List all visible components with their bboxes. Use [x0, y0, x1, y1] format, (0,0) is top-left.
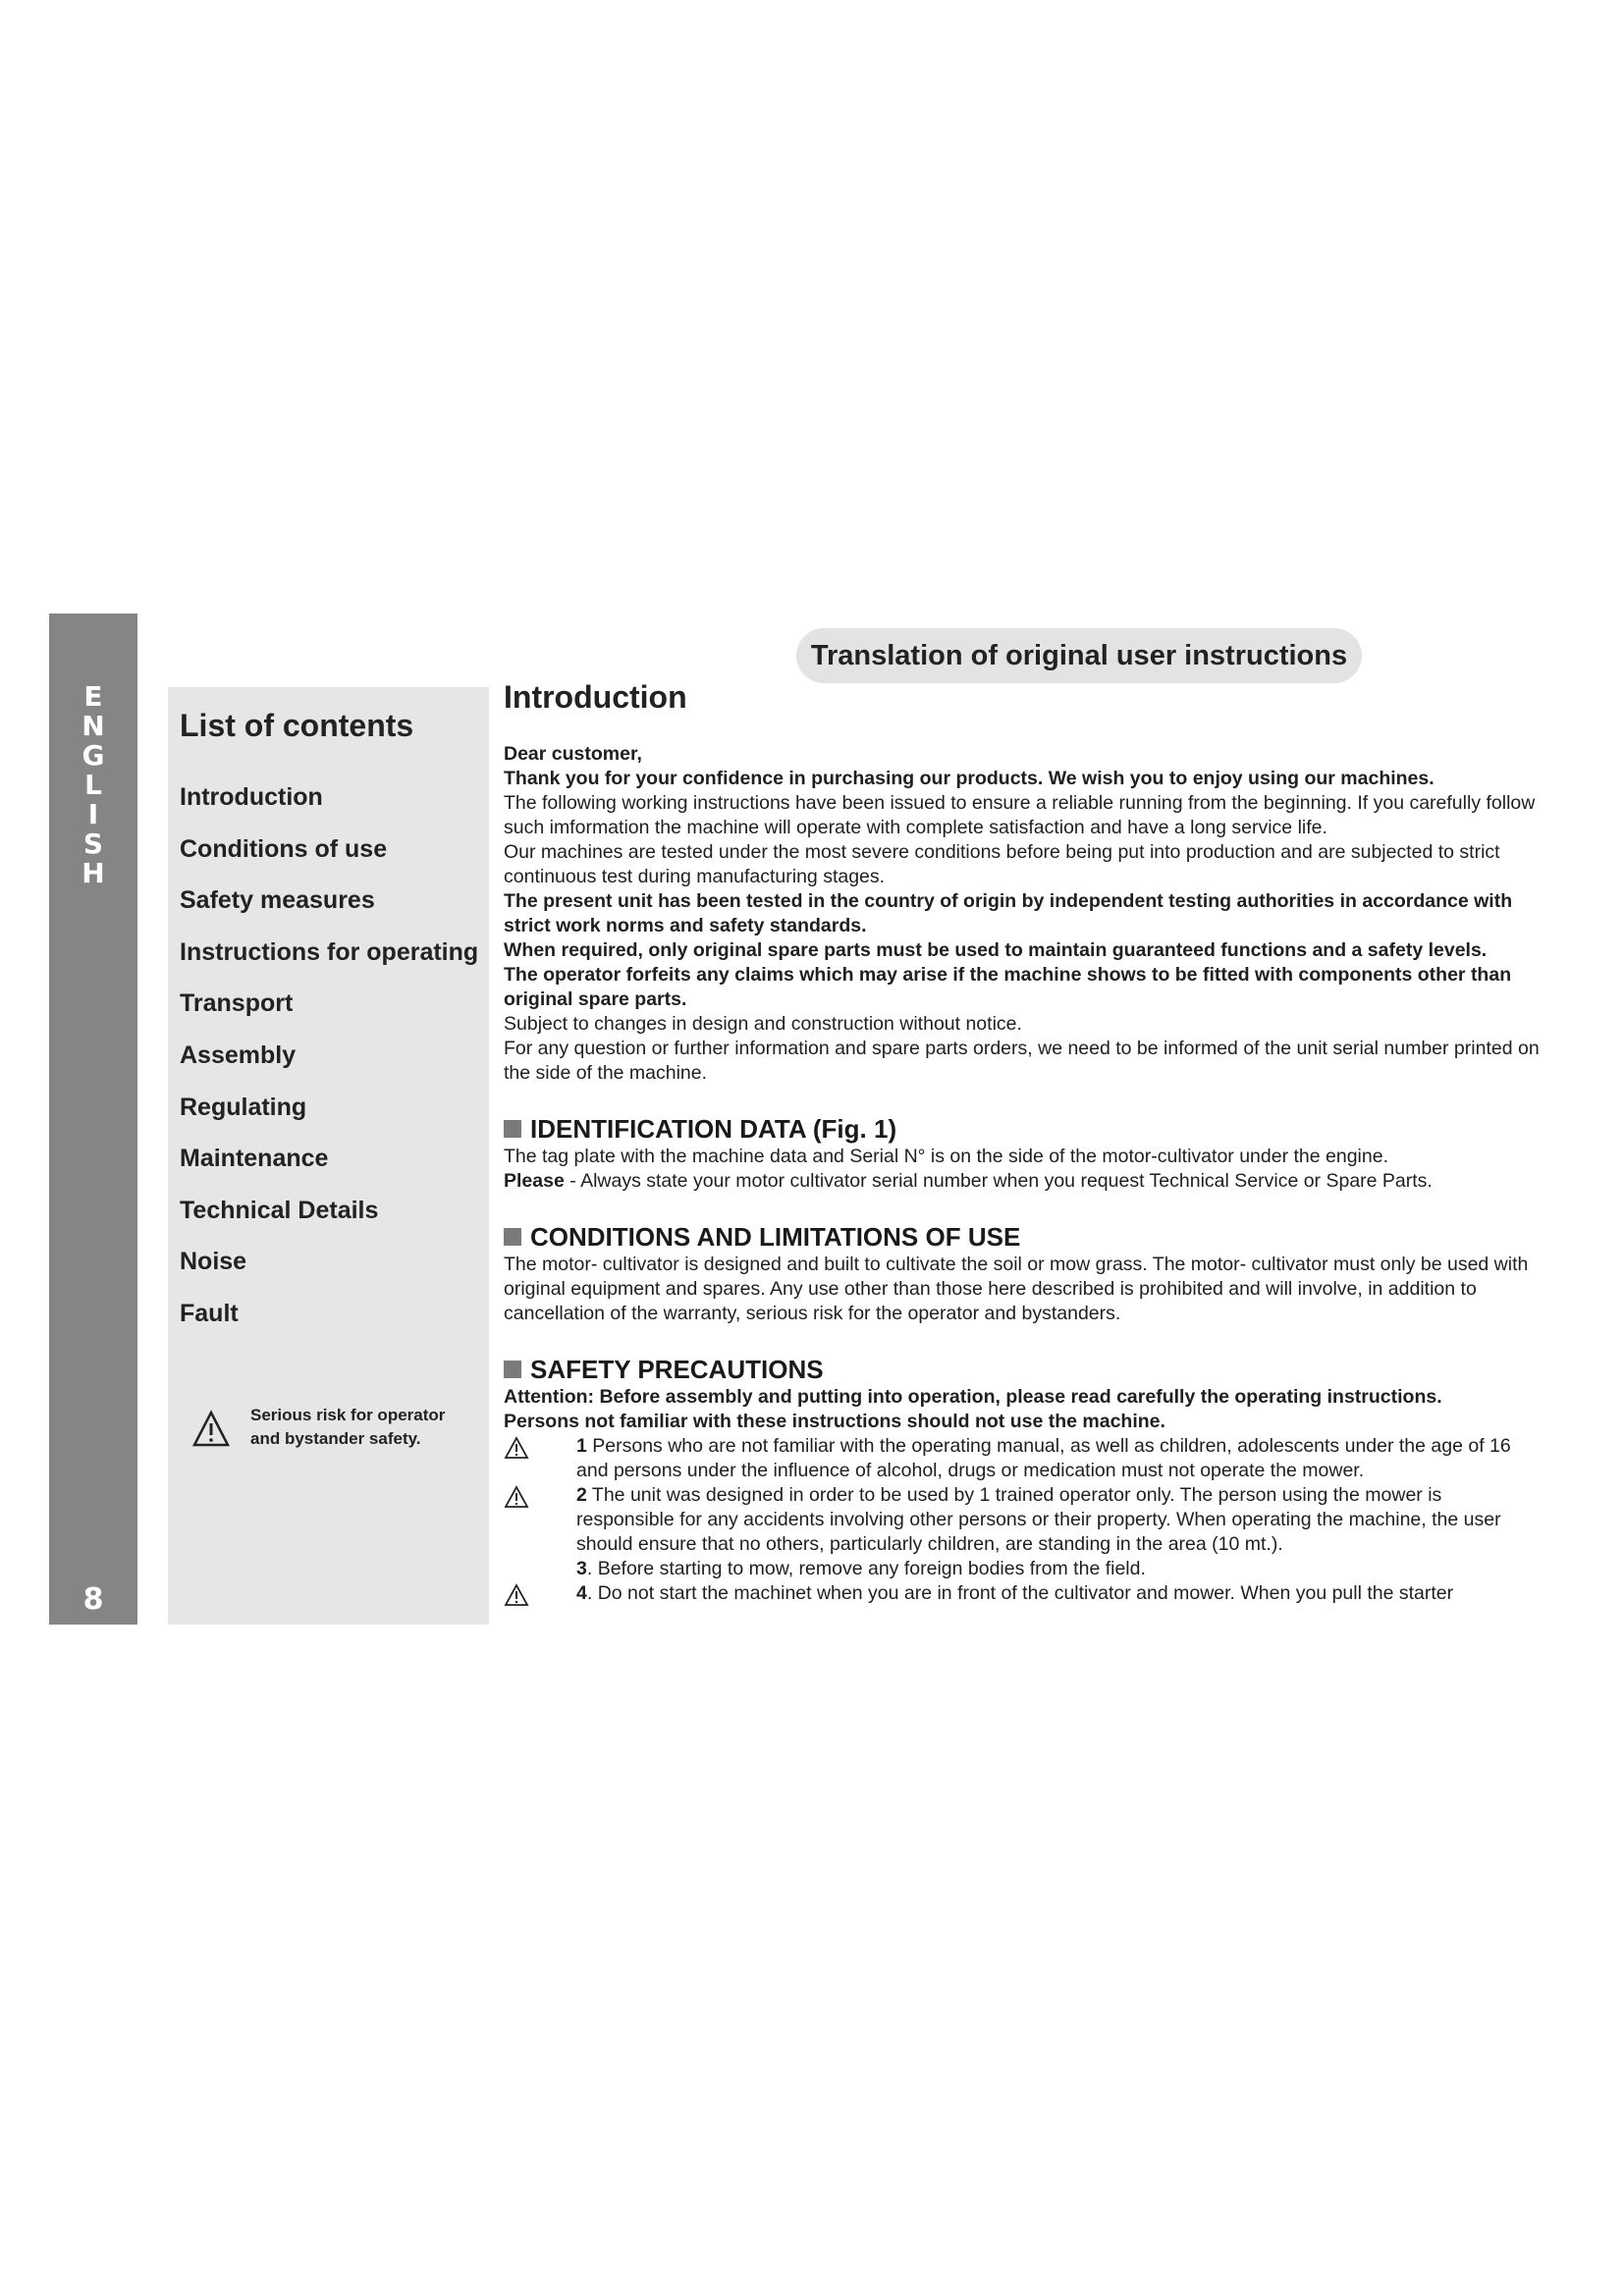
- section-heading-text: SAFETY PRECAUTIONS: [530, 1355, 824, 1384]
- safety-item-number: 1: [576, 1435, 587, 1457]
- page-number: 8: [82, 1582, 104, 1617]
- introduction-heading: Introduction: [504, 679, 687, 715]
- intro-bold-paragraph: The operator forfeits any claims which may arise if the machine shows to be fitted with components other than original spare parts.: [504, 964, 1512, 1010]
- please-label: Please: [504, 1170, 565, 1192]
- toc-list: [180, 782, 478, 1351]
- language-letter: E: [83, 680, 103, 713]
- safety-item-number: 3: [576, 1558, 587, 1579]
- language-letter: H: [81, 857, 105, 889]
- language-letter: G: [81, 739, 105, 772]
- toc-item: Introduction: [180, 783, 323, 811]
- toc-item: Noise: [180, 1248, 247, 1276]
- safety-item-number: 2: [576, 1484, 587, 1506]
- safety-item-number: 4: [576, 1582, 587, 1604]
- warning-legend-line: and bystander safety.: [250, 1429, 421, 1448]
- safety-item-text: The unit was designed in order to be used by 1 trained operator only. The person using the mower is responsible for any accidents involving other persons or their property. When operating the machine, the user should ensure that no others, particularly children, are standing in the area (10 mt.).: [576, 1484, 1501, 1555]
- square-bullet-icon: [504, 1120, 521, 1138]
- main-content: [504, 677, 1544, 1606]
- please-text: - Always state your motor cultivator serial number when you request Technical Service or Spare Parts.: [564, 1170, 1433, 1192]
- section-heading-text: IDENTIFICATION DATA (Fig. 1): [530, 1114, 897, 1144]
- safety-item-text: . Before starting to mow, remove any foreign bodies from the field.: [586, 1558, 1146, 1579]
- section-heading-text: CONDITIONS AND LIMITATIONS OF USE: [530, 1222, 1021, 1252]
- identification-heading: [504, 1113, 1544, 1145]
- toc-item: Fault: [180, 1299, 239, 1327]
- language-letter: S: [82, 828, 104, 860]
- warning-legend-text: [250, 1404, 445, 1451]
- table-of-contents: [168, 687, 489, 1625]
- safety-persons: Persons not familiar with these instructions should not use the machine.: [504, 1411, 1165, 1432]
- intro-paragraph: Our machines are tested under the most severe conditions before being put into production and are subjected to strict continuous test during manufacturing stages.: [504, 841, 1500, 887]
- greeting: Dear customer,: [504, 743, 642, 765]
- language-side-tab: [49, 614, 137, 1625]
- safety-item-text: Persons who are not familiar with the operating manual, as well as children, adolescents under the age of 16 and persons under the influence of alcohol, drugs or medication must not operate the mower.: [576, 1435, 1511, 1481]
- intro-paragraph: For any question or further information and spare parts orders, we need to be informed of the unit serial number printed on the side of the machine.: [504, 1038, 1540, 1084]
- toc-item: Instructions for operating: [180, 937, 479, 966]
- warning-triangle-icon: [191, 1410, 231, 1449]
- warning-legend-line: Serious risk for operator: [250, 1406, 446, 1424]
- identification-paragraph: [504, 1169, 1544, 1194]
- toc-item: Conditions of use: [180, 834, 388, 863]
- safety-attention: Attention: Before assembly and putting into operation, please read carefully the operating instructions.: [504, 1386, 1442, 1408]
- intro-paragraph: The following working instructions have been issued to ensure a reliable running from the beginning. If you carefully follow such imformation the machine will operate with complete satisfaction and have a long service life.: [504, 792, 1536, 838]
- intro-bold-paragraph: The present unit has been tested in the country of origin by independent testing authorities in accordance with strict work norms and safety standards.: [504, 890, 1513, 936]
- toc-item: Transport: [180, 989, 294, 1018]
- square-bullet-icon: [504, 1228, 521, 1246]
- warning-triangle-icon: [504, 1583, 529, 1607]
- warning-triangle-icon: [504, 1436, 529, 1460]
- safety-item: [504, 1434, 1544, 1483]
- toc-item: Maintenance: [180, 1145, 329, 1173]
- toc-item: Assembly: [180, 1041, 297, 1069]
- conditions-paragraph: The motor- cultivator is designed and built to cultivate the soil or mow grass. The motor- cultivator must only be used with original equipment and spares. Any use other than those here described is prohibited and will involve, in addition to cancellation of the warranty, serious risk for the operator and bystanders.: [504, 1254, 1529, 1324]
- intro-bold-paragraph: When required, only original spare parts must be used to maintain guaranteed functions and a safety levels.: [504, 939, 1488, 961]
- conditions-heading: [504, 1221, 1544, 1253]
- safety-item: [504, 1483, 1544, 1557]
- safety-item: [504, 1581, 1544, 1606]
- square-bullet-icon: [504, 1361, 521, 1378]
- toc-item: Safety measures: [180, 886, 375, 915]
- safety-heading: [504, 1354, 1544, 1385]
- warning-triangle-icon: [504, 1485, 529, 1509]
- thanks-text: Thank you for your confidence in purchasing our products. We wish you to enjoy using our machines.: [504, 768, 1435, 789]
- toc-title: List of contents: [180, 708, 414, 743]
- language-letter: N: [81, 710, 105, 742]
- toc-item: Technical Details: [180, 1196, 379, 1224]
- safety-item: [504, 1557, 1544, 1581]
- language-label: [49, 682, 137, 888]
- safety-item-text: . Do not start the machinet when you are in front of the cultivator and mower. When you pull the starter: [586, 1582, 1454, 1604]
- identification-paragraph: The tag plate with the machine data and Serial N° is on the side of the motor-cultivator under the engine.: [504, 1146, 1388, 1167]
- language-letter: L: [84, 769, 102, 801]
- language-letter: I: [87, 798, 99, 830]
- document-header: Translation of original user instructions: [796, 628, 1362, 683]
- intro-paragraph: Subject to changes in design and construction without notice.: [504, 1013, 1022, 1035]
- toc-item: Regulating: [180, 1093, 307, 1121]
